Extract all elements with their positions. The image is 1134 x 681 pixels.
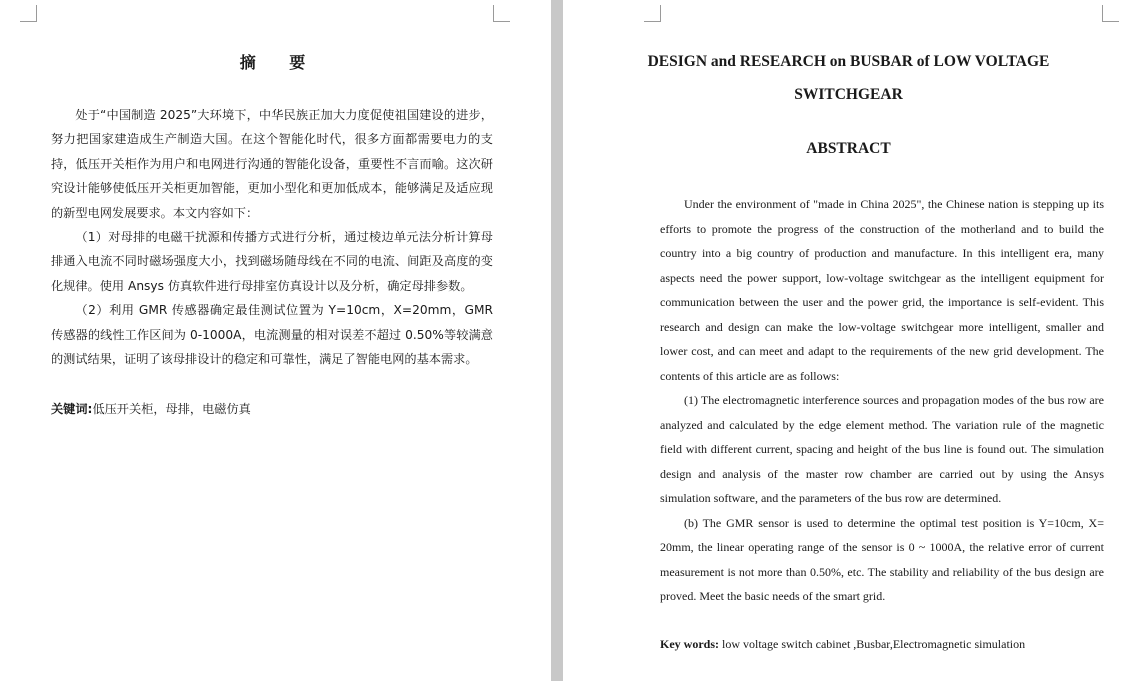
english-keywords: [660, 632, 1104, 656]
english-title-line-1: DESIGN and RESEARCH on BUSBAR of LOW VOLTAGE: [647, 53, 1050, 70]
right-page: [563, 0, 1134, 681]
crop-mark-top-right: [493, 5, 510, 22]
english-abstract-body: [660, 192, 1104, 609]
page-gutter: [551, 0, 563, 681]
chinese-paragraph-item-2: （2）利用 GMR 传感器确定最佳测试位置为 Y=10cm，X=20mm，GMR 传感器的线性工作区间为 0-1000A，电流测量的相对误差不超过 0.50%等较满意的测试结果，证明了该母排设计的稳定和可靠性，满足了智能电网的基本需求。: [51, 303, 493, 367]
english-abstract-heading: ABSTRACT: [806, 140, 891, 157]
english-paragraph-item-2: (b) The GMR sensor is used to determine the optimal test position is Y=10cm, X= 20mm, the linear operating range of the sensor is 0 ~ 1000A, the relative error of current measurement is not more than 0.50%, etc. The stability and reliability of the bus design are proved. Meet the basic needs of the smart grid.: [660, 515, 1104, 603]
english-paragraph-intro: Under the environment of "made in China 2025", the Chinese nation is stepping up its efforts to promote the progress of the construction of the motherland and to build the country into a big country of production and manufacture. In this intelligent era, many aspects need the power support, low-voltage switchgear as the intelligent equipment for communication between the user and the power grid, the importance is self-evident. This research and design can make the low-voltage switchgear more intelligent, smaller and lower cost, and can meet and adapt to the requirements of the new grid development. The contents of this article are as follows:: [660, 197, 1104, 383]
chinese-keywords-label: 关键词:: [51, 402, 93, 416]
english-keywords-label: Key words:: [660, 637, 719, 651]
english-paragraph-item-1: (1) The electromagnetic interference sources and propagation modes of the bus row are analyzed and calculated by the edge element method. The variation rule of the magnetic field with different current, spacing and height of the bus line is found out. The simulation design and analysis of the master row chamber are carried out by using the Ansys simulation software, and the parameters of the bus row are determined.: [660, 393, 1104, 505]
chinese-keywords-text: 低压开关柜，母排，电磁仿真: [92, 402, 251, 416]
crop-mark-top-left: [644, 5, 661, 22]
chinese-abstract-title: 摘 要: [239, 53, 320, 72]
english-paper-title: [563, 45, 1134, 111]
chinese-keywords: [51, 397, 493, 421]
chinese-paragraph-intro: 处于“中国制造 2025”大环境下，中华民族正加大力度促使祖国建设的进步，努力把国家建造成生产制造大国。在这个智能化时代，很多方面都需要电力的支持，低压开关柜作为用户和电网进行沟通的智能化设备，重要性不言而喻。这次研究设计能够使低压开关柜更加智能，更加小型化和更加低成本，能够满足及适应现的新型电网发展要求。本文内容如下：: [51, 108, 493, 220]
chinese-paragraph-item-1: （1）对母排的电磁干扰源和传播方式进行分析，通过棱边单元法分析计算母排通入电流不同时磁场强度大小，找到磁场随母线在不同的电流、间距及高度的变化规律。使用 Ansys 仿真软件进行母排室仿真设计以及分析，确定母排参数。: [51, 230, 493, 293]
chinese-abstract-body: [51, 103, 493, 371]
english-title-line-2: SWITCHGEAR: [794, 86, 903, 103]
english-keywords-text: low voltage switch cabinet ,Busbar,Electromagnetic simulation: [722, 637, 1026, 651]
crop-mark-top-left: [20, 5, 37, 22]
left-page: [0, 0, 551, 681]
crop-mark-top-right: [1102, 5, 1119, 22]
